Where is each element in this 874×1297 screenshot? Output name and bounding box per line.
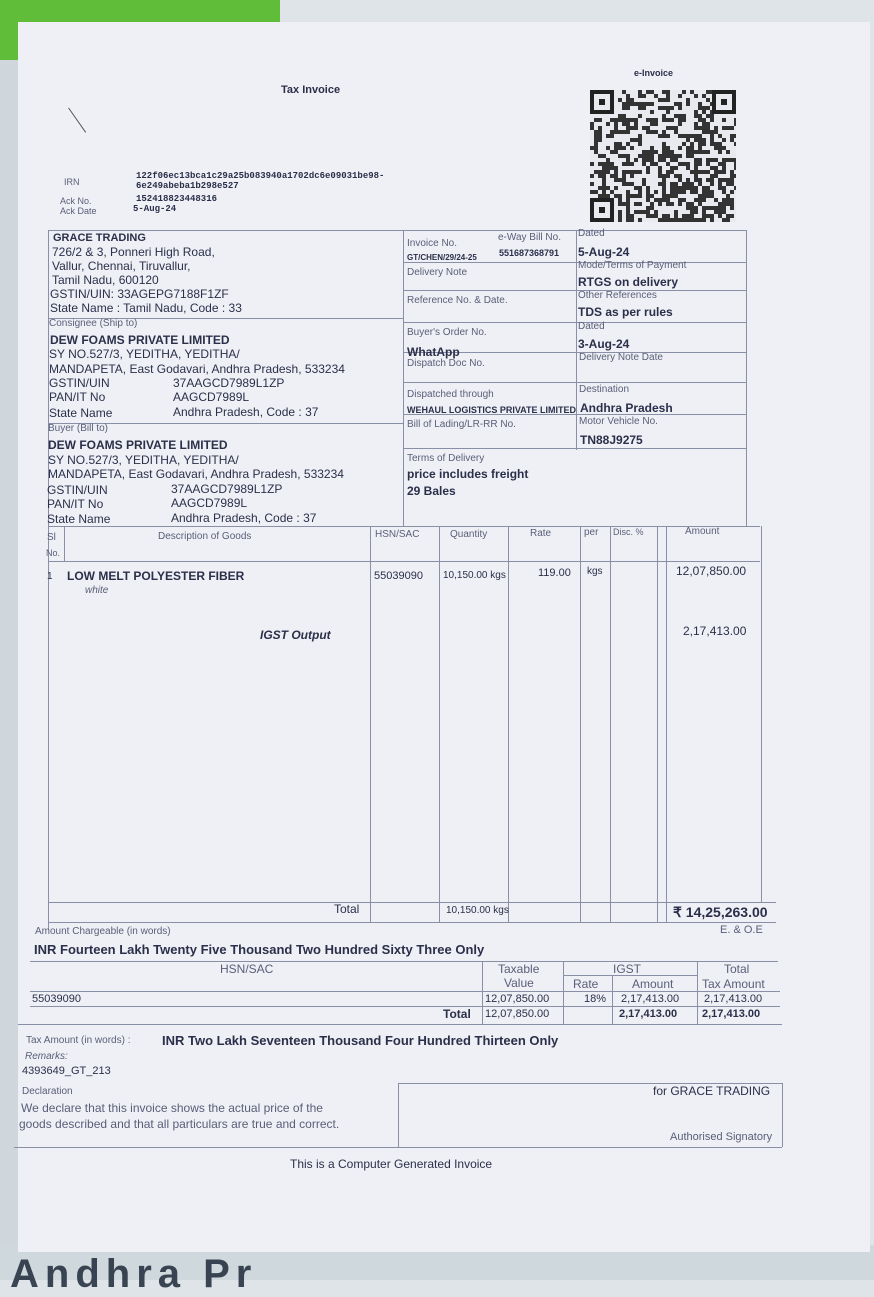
other-references-value: TDS as per rules	[578, 305, 673, 319]
item-hsn: 55039090	[374, 570, 423, 582]
box-detail-divider	[576, 230, 577, 450]
item-per: kgs	[587, 566, 603, 577]
tax-words-label: Tax Amount (in words) :	[26, 1035, 131, 1046]
detail-line-5	[403, 382, 746, 383]
detail-line-2	[403, 290, 746, 291]
tax-total-total: 2,17,413.00	[702, 1008, 761, 1020]
items-total-quantity: 10,150.00 kgs	[446, 905, 509, 916]
item-quantity: 10,150.00 kgs	[443, 570, 506, 581]
items-header-bottom-line	[48, 561, 760, 562]
eway-bill-value: 551687368791	[499, 248, 560, 258]
seller-address-3: Tamil Nadu, 600120	[52, 273, 159, 287]
items-right-line	[761, 526, 762, 902]
payment-mode-value: RTGS on delivery	[578, 275, 679, 289]
detail-line-7	[403, 448, 746, 449]
consignee-pan-value: AAGCD7989L	[173, 390, 250, 404]
header-per: per	[584, 527, 599, 538]
header-amount: Amount	[685, 526, 720, 537]
box-right-line	[746, 230, 747, 526]
dispatched-through-value: WEHAUL LOGISTICS PRIVATE LIMITED	[407, 405, 577, 415]
item-amount: 12,07,850.00	[676, 564, 747, 578]
consignee-gstin-label: GSTIN/UIN	[49, 376, 110, 390]
item-sub-description: white	[85, 585, 109, 596]
col-sl-line	[64, 526, 65, 562]
buyers-order-label: Buyer's Order No.	[407, 327, 487, 338]
qr-code	[590, 90, 736, 222]
buyer-pan-label: PAN/IT No	[47, 497, 104, 511]
col-rate-line	[580, 526, 581, 922]
signature-box-right-line	[782, 1083, 783, 1147]
buyer-state-value: Andhra Pradesh, Code : 37	[171, 511, 317, 525]
amount-words-value: INR Fourteen Lakh Twenty Five Thousand Two Hundred Sixty Three Only	[34, 942, 485, 957]
tax-row-hsn: 55039090	[32, 993, 81, 1005]
document-bottom-line	[14, 1147, 782, 1148]
authorised-signatory: Authorised Signatory	[670, 1131, 773, 1143]
header-no: No.	[46, 548, 61, 558]
background-bottom-text: Andhra Pr	[10, 1252, 258, 1296]
eway-bill-label: e-Way Bill No.	[498, 232, 561, 243]
amount-words-label: Amount Chargeable (in words)	[35, 926, 171, 937]
order-dated-value: 3-Aug-24	[578, 337, 630, 351]
col-desc-line	[370, 526, 371, 922]
declaration-label: Declaration	[22, 1086, 73, 1097]
destination-label: Destination	[579, 384, 630, 395]
tax-row-amount: 2,17,413.00	[621, 993, 680, 1005]
ack-date-label: Ack Date	[60, 206, 97, 216]
irn-value-1: 122f06ec13bca1c29a25b083940a1702dc6e09031be98-	[136, 171, 385, 181]
buyer-address-1: SY NO.527/3, YEDITHA, YEDITHA/	[48, 453, 239, 467]
header-hsn: HSN/SAC	[375, 529, 420, 540]
footer-note: This is a Computer Generated Invoice	[290, 1157, 493, 1171]
tax-header-hsn: HSN/SAC	[220, 962, 274, 976]
header-quantity: Quantity	[450, 529, 488, 540]
other-references-label: Other References	[578, 290, 657, 301]
box-mid-line	[403, 230, 404, 526]
vehicle-no-value: TN88J9275	[580, 433, 643, 447]
bill-of-lading-label: Bill of Lading/LR-RR No.	[407, 419, 516, 430]
seller-address-2: Vallur, Chennai, Tiruvallur,	[52, 259, 191, 273]
remarks-value: 4393649_GT_213	[22, 1065, 111, 1077]
terms-of-delivery-value-1: price includes freight	[407, 467, 529, 481]
dated-label: Dated	[578, 228, 605, 239]
tax-row-rate: 18%	[584, 993, 607, 1005]
items-header-top-line	[48, 526, 760, 527]
ack-no-value: 152418823448316	[136, 194, 218, 204]
tax-col-rate-line	[612, 975, 613, 1024]
tax-header-bottom-line	[30, 991, 780, 992]
invoice-no-label: Invoice No.	[407, 238, 458, 249]
tax-header-total-2: Tax Amount	[702, 977, 765, 991]
destination-value: Andhra Pradesh	[580, 401, 673, 415]
tax-total-taxable: 12,07,850.00	[485, 1008, 550, 1020]
seller-name: GRACE TRADING	[53, 232, 146, 244]
tax-header-rate: Rate	[573, 977, 599, 991]
col-disc-line	[657, 526, 658, 922]
consignee-label: Consignee (Ship to)	[49, 318, 138, 329]
tax-header-taxable-1: Taxable	[498, 962, 540, 976]
igst-output-label: IGST Output	[260, 628, 331, 642]
terms-of-delivery-label: Terms of Delivery	[407, 453, 485, 464]
e-invoice-label: e-Invoice	[634, 68, 674, 78]
consignee-name: DEW FOAMS PRIVATE LIMITED	[50, 333, 230, 347]
tax-header-igst: IGST	[613, 962, 642, 976]
invoice-no-value: GT/CHEN/29/24-25	[407, 253, 477, 262]
delivery-note-label: Delivery Note	[407, 267, 468, 278]
tax-table-bottom-line	[18, 1024, 782, 1025]
buyer-label: Buyer (Bill to)	[48, 423, 109, 434]
ack-date-value: 5-Aug-24	[133, 204, 177, 214]
item-sl: 1	[47, 571, 53, 582]
tax-total-amount: 2,17,413.00	[619, 1008, 678, 1020]
consignee-address-1: SY NO.527/3, YEDITHA, YEDITHA/	[49, 347, 240, 361]
col-amount-line	[666, 526, 667, 922]
buyer-name: DEW FOAMS PRIVATE LIMITED	[48, 438, 228, 452]
eoe-label: E. & O.E	[720, 924, 763, 936]
buyer-address-2: MANDAPETA, East Godavari, Andhra Pradesh, 533234	[48, 467, 344, 481]
col-qty-line	[508, 526, 509, 922]
terms-of-delivery-value-2: 29 Bales	[407, 484, 456, 498]
items-total-amount: ₹ 14,25,263.00	[673, 904, 768, 920]
buyer-gstin-value: 37AAGCD7989L1ZP	[171, 482, 283, 496]
tax-col-igst-line	[697, 961, 698, 1024]
seller-state: State Name : Tamil Nadu, Code : 33	[50, 301, 242, 315]
header-sl: Sl	[47, 532, 56, 543]
consignee-state-value: Andhra Pradesh, Code : 37	[173, 405, 319, 419]
seller-address-1: 726/2 & 3, Ponneri High Road,	[52, 245, 215, 259]
detail-line-1	[403, 262, 746, 263]
header-rate: Rate	[530, 528, 552, 539]
tax-header-total-1: Total	[724, 962, 750, 976]
header-description: Description of Goods	[158, 531, 252, 542]
box-top-line	[48, 230, 746, 231]
payment-mode-label: Mode/Terms of Payment	[578, 260, 687, 271]
items-total-bottom-line	[48, 922, 776, 923]
irn-label: IRN	[64, 177, 80, 187]
consignee-gstin-value: 37AAGCD7989L1ZP	[173, 376, 285, 390]
consignee-pan-label: PAN/IT No	[49, 390, 106, 404]
tax-header-taxable-2: Value	[504, 976, 534, 990]
tax-words-value: INR Two Lakh Seventeen Thousand Four Hundred Thirteen Only	[162, 1033, 559, 1048]
tax-row-total: 2,17,413.00	[704, 993, 763, 1005]
invoice-title: Tax Invoice	[281, 84, 341, 96]
consignee-address-2: MANDAPETA, East Godavari, Andhra Pradesh, 533234	[49, 362, 345, 376]
order-dated-label: Dated	[578, 321, 605, 332]
dispatch-doc-label: Dispatch Doc No.	[407, 358, 485, 369]
detail-line-3	[403, 322, 746, 323]
items-total-label: Total	[334, 902, 360, 916]
signature-for: for GRACE TRADING	[653, 1084, 771, 1098]
buyer-state-label: State Name	[47, 512, 111, 526]
tax-col-taxable-line	[563, 961, 564, 1024]
reference-label: Reference No. & Date.	[407, 295, 508, 306]
declaration-line-1: We declare that this invoice shows the actual price of the	[21, 1101, 323, 1115]
dated-value: 5-Aug-24	[578, 245, 630, 259]
header-disc: Disc. %	[613, 527, 644, 537]
consignee-state-label: State Name	[49, 406, 113, 420]
vehicle-no-label: Motor Vehicle No.	[579, 416, 658, 427]
seller-gstin: GSTIN/UIN: 33AGEPG7188F1ZF	[50, 287, 229, 301]
tax-total-label: Total	[443, 1007, 471, 1021]
delivery-note-date-label: Delivery Note Date	[579, 352, 663, 363]
buyer-gstin-label: GSTIN/UIN	[47, 483, 108, 497]
dispatched-through-label: Dispatched through	[407, 389, 494, 400]
declaration-line-2: goods described and that all particulars are true and correct.	[19, 1117, 340, 1131]
tax-row-bottom-line	[30, 1006, 780, 1007]
tax-col-hsn-line	[482, 961, 483, 1024]
item-description: LOW MELT POLYESTER FIBER	[67, 569, 245, 583]
col-per-line	[610, 526, 611, 922]
igst-output-amount: 2,17,413.00	[683, 624, 747, 638]
irn-value-2: 6e249abeba1b298e527	[136, 181, 239, 191]
tax-row-taxable: 12,07,850.00	[485, 993, 550, 1005]
buyers-order-value: WhatApp	[407, 345, 460, 359]
col-hsn-line	[439, 526, 440, 922]
signature-box-left-line	[398, 1083, 399, 1147]
item-rate: 119.00	[538, 567, 571, 579]
tax-header-amount: Amount	[632, 977, 674, 991]
tax-table-top-line	[30, 961, 778, 962]
ack-no-label: Ack No.	[60, 196, 92, 206]
remarks-label: Remarks:	[25, 1051, 68, 1062]
buyer-pan-value: AAGCD7989L	[171, 496, 248, 510]
